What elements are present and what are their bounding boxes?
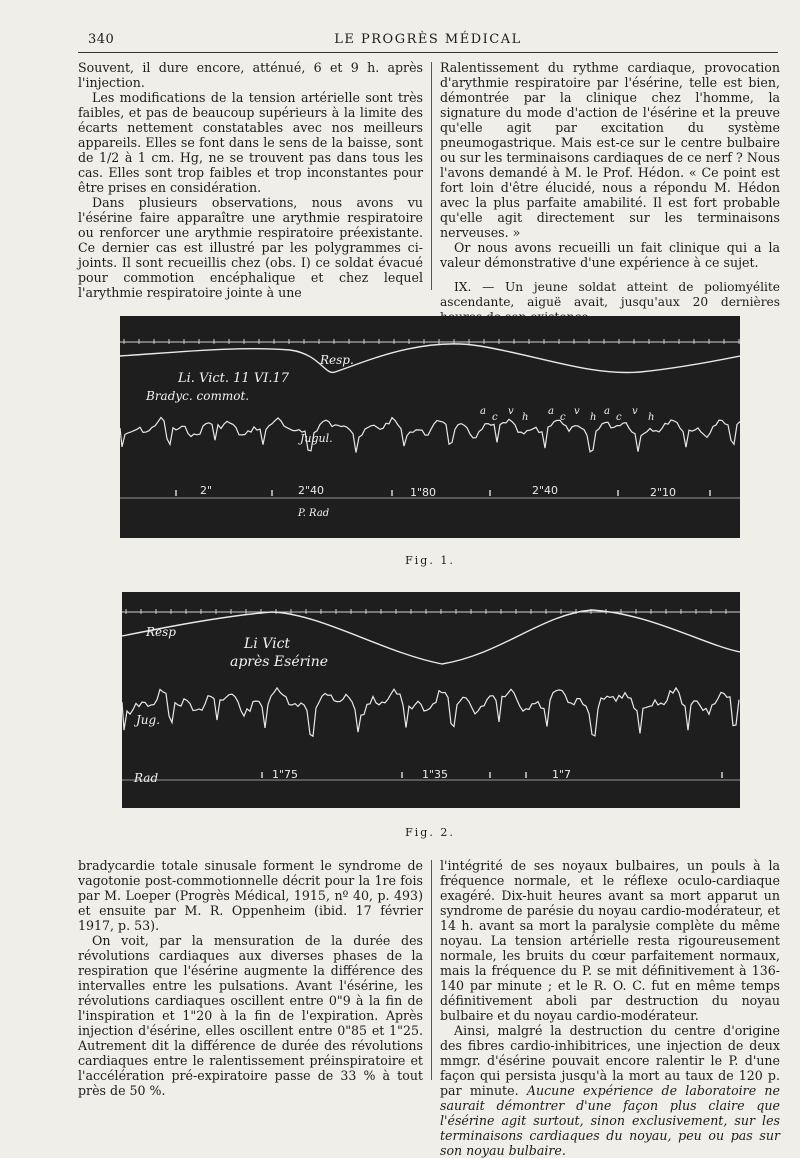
figure1-timing: 2"10 bbox=[650, 486, 677, 499]
figure1-resp-label: Resp. bbox=[320, 353, 354, 367]
figure1-diagnosis-label: Bradyc. commot. bbox=[146, 389, 250, 403]
wave-letter: h bbox=[522, 412, 529, 423]
observation-heading: IX. — Un jeune soldat atteint de poliomyélite ascendante, aiguë avait, jusqu'aux 20 dernières bbox=[440, 280, 780, 309]
paragraph: Or nous avons recueilli un fait clinique qui a la valeur démonstrative d'une expérience à ce sujet. bbox=[440, 240, 780, 270]
figure2-patient-label: Li Vict bbox=[244, 636, 291, 652]
polygram-1-tracing bbox=[120, 316, 740, 538]
jugular-trace bbox=[122, 688, 739, 736]
wave-letter: a bbox=[604, 406, 610, 417]
paragraph: l'intégrité de ses noyaux bulbaires, un pouls à la fréquence normale, et le réflexe oculo-cardiaque exagéré. Dix-huit heures avant sa mort apparut un syndrome de parésie du noyau cardio-modérateur, et 14 h. avant sa mort la paralysie complète du même noyau. La tension artérielle resta rigoureusement normale, les bruits du cœur parfaitement normaux, mais la fréquence du P. se mit définitivement à 136-140 par minute ; et le R. O. C. fut en même temps définitivement aboli par destruction du noyau bulbaire et du noyau cardio-modérateur. bbox=[440, 858, 780, 1023]
figure2-caption: Fig. 2. bbox=[405, 826, 455, 839]
wave-letter: a bbox=[480, 406, 486, 417]
text-column-right-bottom bbox=[440, 858, 780, 1158]
text-column-left-top bbox=[78, 60, 423, 300]
respiration-trace bbox=[122, 610, 740, 664]
figure2-timing: 1"35 bbox=[422, 768, 449, 781]
figure2-radial-label: Rad bbox=[134, 771, 159, 785]
paragraph: Les modifications de la tension artérielle sont très faibles, et pas de beaucoup supérieurs à la limite des écarts nettement constatables avec nos meilleurs appareils. Elles se font dans le sens de la baisse, sont de 1/2 à 1 cm. Hg, ne se trouvent pas dans tous les cas. Elles sont trop faibles et trop inconstantes pour être prises en considération. bbox=[78, 90, 423, 195]
paragraph bbox=[440, 1023, 780, 1158]
paragraph: Dans plusieurs observations, nous avons vu l'ésérine faire apparaître une arythmie respiratoire ou renforcer une arythmie respiratoire préexistante. Ce dernier cas est illustré par les polygrammes ci-joints. Il sont recueillis chez (obs. I) ce soldat évacué pour commotion encéphalique et chez lequel l'arythmie respiratoire jointe à une bbox=[78, 195, 423, 300]
paragraph-text: Ainsi, malgré la destruction du centre d'origine des fibres cardio-inhibitrices, une injection de deux mmgr. d'ésérine pouvait encore ralentir le P. d'une façon qui persista jusqu'à la mort au taux de 120 p. par minute. bbox=[440, 1023, 780, 1098]
paragraph: Ralentissement du rythme cardiaque, provocation d'arythmie respiratoire par l'ésérine, telle est bien, démontrée par la clinique chez l'homme, la signature du mode d'action de l'ésérine et la preuve qu'elle agit par excitation du système pneumogastrique. Mais est-ce sur le centre bulbaire ou sur les terminaisons cardiaques de ce nerf ? Nous l'avons demandé à M. le Prof. Hédon. « Ce point est fort loin d'être élucidé, nous a répondu M. Hédon avec la plus parfaite amabilité. Il est fort probable qu'elle agit directement sur les terminaisons nerveuses. » bbox=[440, 60, 780, 240]
jugular-trace bbox=[120, 418, 740, 453]
journal-title: LE PROGRÈS MÉDICAL bbox=[334, 32, 522, 47]
italic-conclusion: Aucune expérience de laboratoire ne saurait démontrer d'une façon plus claire que l'ésérine agit surtout, sinon exclusivement, sur les terminaisons cardiaques du noyau, peu ou pas sur son noyau bulbaire. bbox=[440, 1083, 780, 1158]
wave-letter: c bbox=[616, 412, 622, 423]
text-column-left-bottom bbox=[78, 858, 423, 1098]
figure1-patient-label: Li. Vict. 11 VI.17 bbox=[178, 371, 290, 386]
wave-letter: v bbox=[632, 406, 638, 417]
wave-letter: a bbox=[548, 406, 554, 417]
column-divider bbox=[431, 860, 432, 1080]
paragraph: Souvent, il dure encore, atténué, 6 et 9 h. après l'injection. bbox=[78, 60, 423, 90]
figure2-after-label: après Esérine bbox=[230, 654, 329, 670]
figure1-timing: 2" bbox=[200, 484, 213, 497]
polygram-figure-1 bbox=[120, 316, 740, 538]
figure2-jugular-label: Jug. bbox=[136, 713, 161, 727]
wave-letter: v bbox=[508, 406, 514, 417]
figure1-jugular-label: Jugul. bbox=[300, 432, 333, 445]
polygram-2-tracing bbox=[122, 592, 740, 808]
figure2-timing: 1"75 bbox=[272, 768, 299, 781]
page-number: 340 bbox=[88, 32, 115, 47]
wave-letter: c bbox=[560, 412, 566, 423]
respiration-trace bbox=[120, 344, 740, 373]
paragraph: bradycardie totale sinusale forment le syndrome de vagotonie post-commotionnelle décrit pour la 1re fois par M. Loeper (Progrès Médical, 1915, nº 40, p. 493) et ensuite par M. R. Oppenheim (ibid. 17 février 1917, p. 53). bbox=[78, 858, 423, 933]
polygram-figure-2 bbox=[122, 592, 740, 808]
figure1-timing: 2"40 bbox=[298, 484, 325, 497]
wave-letter: v bbox=[574, 406, 580, 417]
text-column-right-top bbox=[440, 60, 780, 309]
wave-letter: h bbox=[648, 412, 655, 423]
figure2-resp-label: Resp bbox=[146, 625, 176, 639]
figure1-radial-label: P. Rad bbox=[298, 508, 330, 519]
figure1-timing: 1"80 bbox=[410, 486, 437, 499]
figure1-timing: 2"40 bbox=[532, 484, 559, 497]
paragraph: On voit, par la mensuration de la durée des révolutions cardiaques aux diverses phases de la respiration que l'ésérine augmente la différence des intervalles entre les pulsations. Avant l'ésérine, les révolutions cardiaques oscillent entre 0"9 à la fin de l'inspiration et 1"20 à la fin de l'expiration. Après injection d'ésérine, elles oscillent entre 0"85 et 1"25. Autrement dit la différence de durée des révolutions cardiaques entre le ralentissement préinspiratoire et l'accélération pré-expiratoire passe de 33 % à tout près de 50 %. bbox=[78, 933, 423, 1098]
wave-letter: c bbox=[492, 412, 498, 423]
figure2-timing: 1"7 bbox=[552, 768, 572, 781]
column-divider bbox=[431, 62, 432, 290]
figure1-caption: Fig. 1. bbox=[405, 554, 455, 567]
wave-letter: h bbox=[590, 412, 597, 423]
running-header bbox=[78, 30, 778, 53]
